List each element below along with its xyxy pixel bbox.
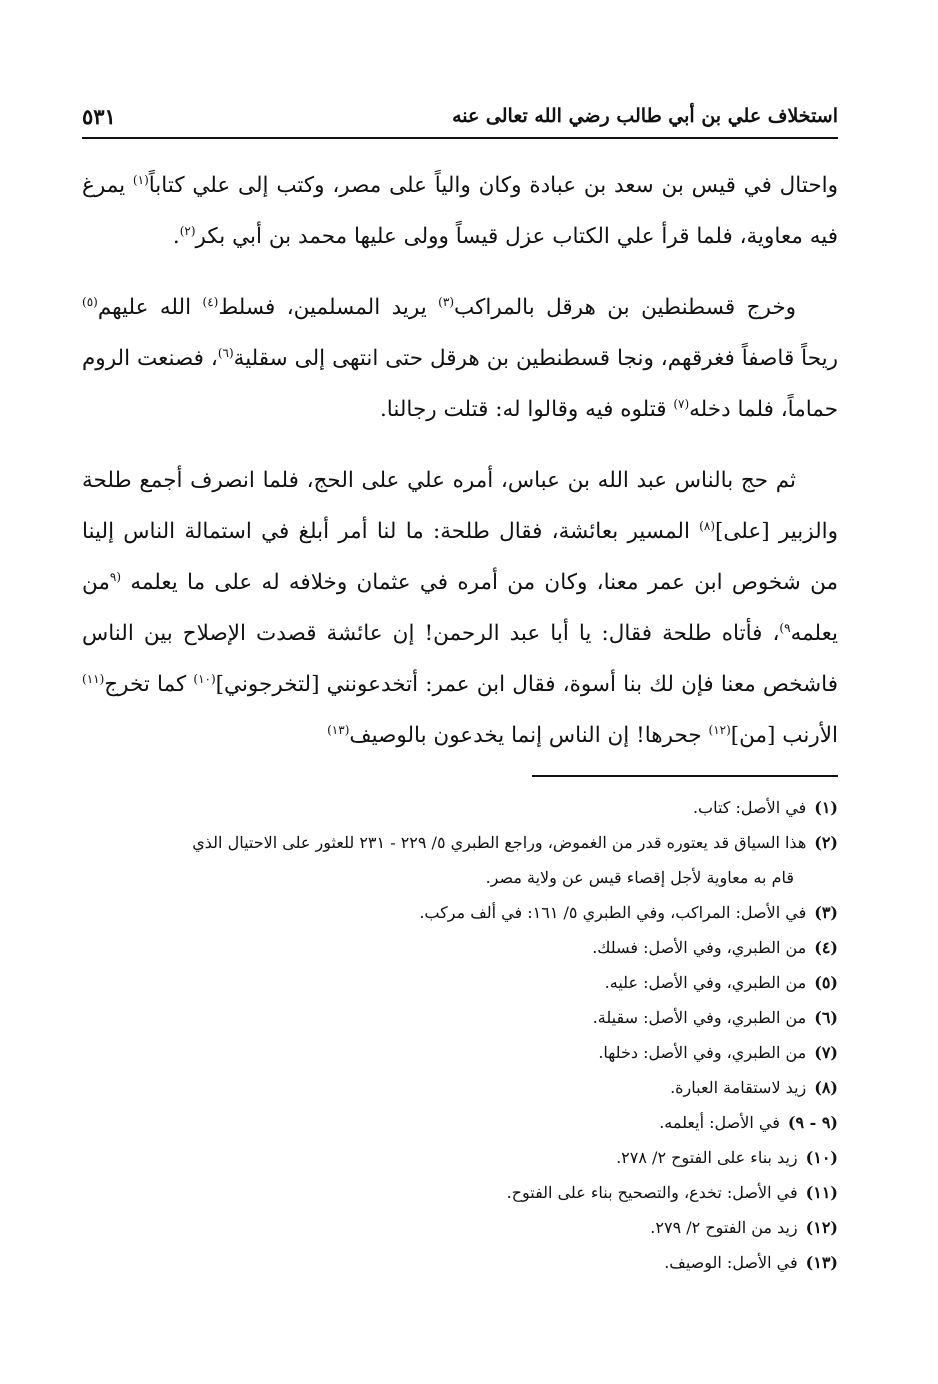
footnote-number: (٤) bbox=[814, 938, 838, 957]
footnote-separator bbox=[532, 775, 838, 777]
paragraph-text: الله عليهم bbox=[97, 295, 203, 320]
footnote-text: زيد بناء على الفتوح ٢/ ٢٧٨. bbox=[616, 1148, 798, 1167]
footnote bbox=[82, 1210, 838, 1245]
page-header bbox=[82, 96, 838, 136]
footnote bbox=[82, 1035, 838, 1070]
paragraph-text: قتلوه فيه وقالوا له: قتلت رجالنا. bbox=[379, 397, 674, 422]
footnote-number: (٨) bbox=[814, 1078, 838, 1097]
footnote bbox=[82, 860, 838, 895]
footnote-text: في الأصل: الوصيف. bbox=[664, 1253, 798, 1272]
footnote-text: من الطبري، وفي الأصل: عليه. bbox=[604, 973, 807, 992]
footnote-marker: (١) bbox=[132, 172, 149, 187]
footnote-text: من الطبري، وفي الأصل: دخلها. bbox=[598, 1043, 807, 1062]
footnote-marker: (٣) bbox=[438, 294, 454, 309]
header-rule bbox=[82, 137, 838, 139]
main-text bbox=[82, 160, 838, 781]
footnote-marker: (١٣) bbox=[327, 722, 350, 737]
footnote-text: في الأصل: تخدع، والتصحيح بناء على الفتوح. bbox=[506, 1183, 798, 1202]
paragraph-text: كما تخرج bbox=[104, 672, 194, 697]
footnote-text: في الأصل: أيعلمه. bbox=[659, 1113, 780, 1132]
footnote bbox=[82, 825, 838, 860]
footnote bbox=[82, 930, 838, 965]
footnote-marker: (٦) bbox=[217, 345, 234, 360]
footnote bbox=[82, 1105, 838, 1140]
paragraph-text: وخرج قسطنطين بن هرقل بالمراكب bbox=[454, 295, 796, 320]
footnote-number: (١٣) bbox=[805, 1253, 838, 1272]
footnote-number: (١) bbox=[814, 798, 838, 817]
footnote bbox=[82, 790, 838, 825]
footnote-number: (١١) bbox=[805, 1183, 838, 1202]
footnote-marker: (١٠) bbox=[193, 671, 216, 686]
footnote-text: من الطبري، وفي الأصل: فسلك. bbox=[592, 938, 807, 957]
paragraph-text: الأرنب [من] bbox=[730, 723, 838, 748]
paragraph bbox=[82, 455, 838, 761]
paragraph-text: يمرغ فيه معاوية، فلما قرأ علي الكتاب عزل قيساً وولى عليها محمد بن أبي بكر bbox=[82, 173, 838, 249]
footnote-number: (١٠) bbox=[805, 1148, 838, 1167]
footnote-text: زيد من الفتوح ٢/ ٢٧٩. bbox=[650, 1218, 798, 1237]
footnote bbox=[82, 1140, 838, 1175]
paragraph-text: ، فأتاه طلحة فقال: يا أبا عبد الرحمن! إن عائشة قصدت الإصلاح بين الناس فاشخص معنا فإن لك بنا أسوة، فقال ابن عمر: أتخدعونني [لتخرجوني] bbox=[82, 621, 838, 697]
footnote-marker: (٤) bbox=[202, 294, 219, 309]
footnote-marker: (٧) bbox=[673, 396, 690, 411]
paragraph-text: جحرها! إن الناس إنما يخدعون بالوصيف bbox=[349, 723, 709, 748]
footnote bbox=[82, 1070, 838, 1105]
footnote-text: زيد لاستقامة العبارة. bbox=[670, 1078, 807, 1097]
footnote-number: (٣) bbox=[814, 903, 838, 922]
footnote-text: هذا السياق قد يعتوره قدر من الغموض، وراجع الطبري ٥/ ٢٢٩ - ٢٣١ للعثور على الاحتيال الذي bbox=[192, 833, 807, 852]
footnote bbox=[82, 1175, 838, 1210]
footnote bbox=[82, 895, 838, 930]
footnote-marker: (١١) bbox=[82, 671, 105, 686]
footnote-text: في الأصل: المراكب، وفي الطبري ٥/ ١٦١: في ألف مركب. bbox=[419, 903, 807, 922]
footnote-marker: (٨) bbox=[699, 518, 715, 533]
footnote-marker: (٥) bbox=[82, 294, 98, 309]
paragraph-text: واحتال في قيس بن سعد بن عبادة وكان والياً على مصر، وكتب إلى علي كتاباً bbox=[148, 173, 838, 198]
paragraph-text: ريحاً قاصفاً فغرقهم، ونجا قسطنطين بن هرقل حتى انتهى إلى سقلية bbox=[233, 346, 838, 371]
footnote-text: من الطبري، وفي الأصل: سقيلة. bbox=[592, 1008, 807, 1027]
footnote-marker: (٩ bbox=[109, 569, 122, 584]
footnote-marker: (١٢) bbox=[708, 722, 731, 737]
footnote-text: قام به معاوية لأجل إقصاء قيس عن ولاية مصر. bbox=[485, 868, 794, 887]
paragraph-text: المسير بعائشة، فقال طلحة: ما لنا أمر أبلغ في استمالة الناس إلينا من شخوص ابن عمر معنا، وكان من أمره في عثمان وخلافه له على ما يعلمه bbox=[82, 519, 838, 595]
footnote-number: (٥) bbox=[814, 973, 838, 992]
footnote-marker: ٩) bbox=[779, 620, 791, 635]
footnote bbox=[82, 1000, 838, 1035]
paragraph bbox=[82, 160, 838, 262]
footnote-number: (٩ - ٩) bbox=[787, 1113, 838, 1132]
footnote-number: (٦) bbox=[814, 1008, 838, 1027]
paragraph-text: من يعلمه bbox=[82, 570, 838, 646]
page-number: ٥٣١ bbox=[82, 103, 116, 129]
paragraph-text: ، فصنعت الروم حماماً، فلما دخله bbox=[82, 346, 838, 422]
paragraph bbox=[82, 282, 838, 435]
footnote-number: (٧) bbox=[814, 1043, 838, 1062]
footnotes bbox=[82, 790, 838, 1280]
footnote-number: (٢) bbox=[814, 833, 838, 852]
running-title: استخلاف علي بن أبي طالب رضي الله تعالى عنه bbox=[452, 105, 838, 127]
footnote-number: (١٢) bbox=[805, 1218, 838, 1237]
paragraph-text: ثم حج بالناس عبد الله بن عباس، أمره علي على الحج، فلما انصرف أجمع طلحة والزبير [على] bbox=[82, 468, 838, 544]
footnote-marker: (٢) bbox=[179, 223, 196, 238]
footnote bbox=[82, 1245, 838, 1280]
footnote-text: في الأصل: كتاب. bbox=[692, 798, 807, 817]
paragraph-text: يريد المسلمين، فسلط bbox=[218, 295, 439, 320]
footnote bbox=[82, 965, 838, 1000]
paragraph-text: . bbox=[172, 224, 180, 249]
